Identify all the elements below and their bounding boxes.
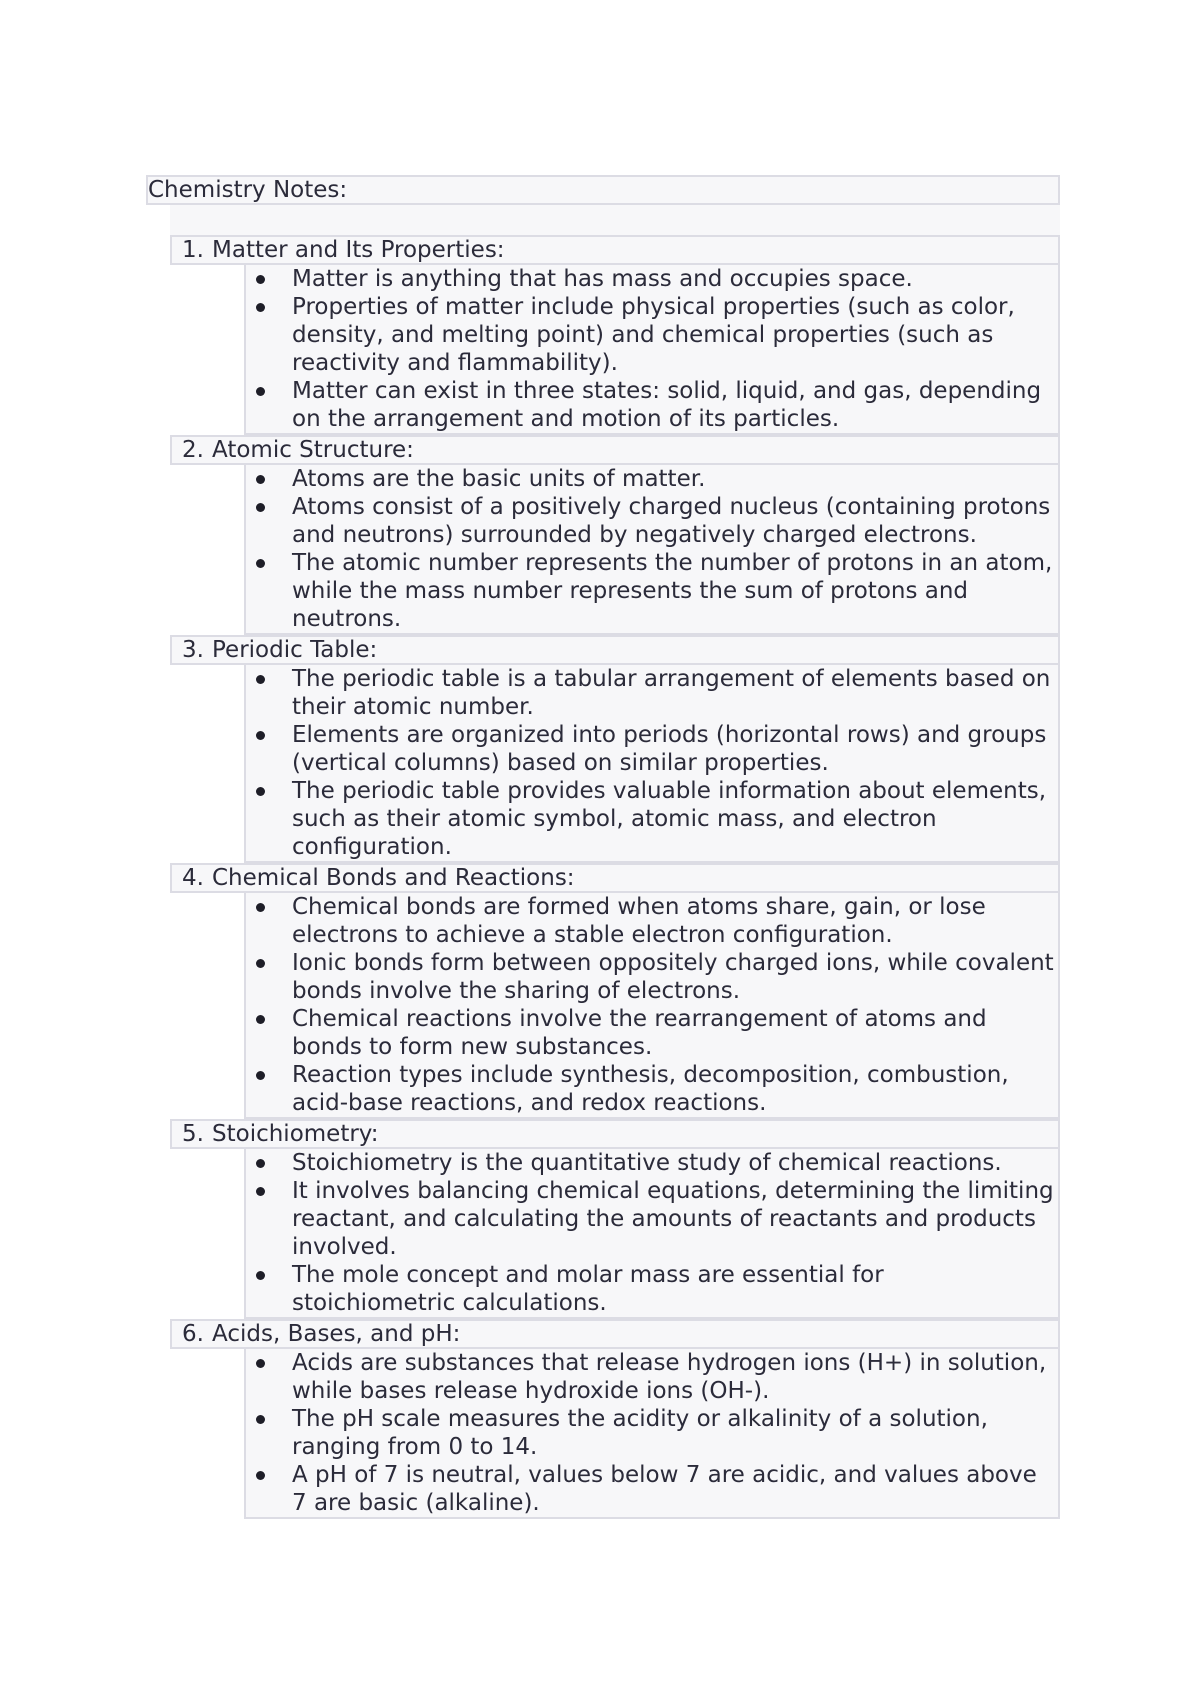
section-4 bbox=[170, 863, 1060, 1119]
document-title: Chemistry Notes: bbox=[146, 175, 1060, 205]
section-body bbox=[244, 1149, 1060, 1319]
bullet-item: Ionic bonds form between oppositely charged ions, while covalent bonds involve the sharing of electrons. bbox=[246, 949, 1058, 1005]
section-body bbox=[244, 893, 1060, 1119]
section-heading-text: Atomic Structure: bbox=[212, 437, 414, 463]
bullet-item: The mole concept and molar mass are essential for stoichiometric calculations. bbox=[246, 1261, 1058, 1317]
section-number: 3. bbox=[182, 637, 204, 663]
section-heading bbox=[170, 635, 1060, 665]
bullet-item: Matter can exist in three states: solid, liquid, and gas, depending on the arrangement and motion of its particles. bbox=[246, 377, 1058, 433]
bullet-item: The atomic number represents the number of protons in an atom, while the mass number represents the sum of protons and neutrons. bbox=[246, 549, 1058, 633]
section-number: 1. bbox=[182, 237, 204, 263]
bullet-item: Chemical reactions involve the rearrangement of atoms and bonds to form new substances. bbox=[246, 1005, 1058, 1061]
bullet-item: Matter is anything that has mass and occupies space. bbox=[246, 265, 1058, 293]
document-page bbox=[146, 175, 1060, 1519]
bullet-item: Elements are organized into periods (horizontal rows) and groups (vertical columns) based on similar properties. bbox=[246, 721, 1058, 777]
section-heading bbox=[170, 235, 1060, 265]
section-1 bbox=[170, 235, 1060, 435]
bullet-item: Atoms consist of a positively charged nucleus (containing protons and neutrons) surrounded by negatively charged electrons. bbox=[246, 493, 1058, 549]
section-body bbox=[244, 665, 1060, 863]
bullet-item: Stoichiometry is the quantitative study of chemical reactions. bbox=[246, 1149, 1058, 1177]
section-heading bbox=[170, 1119, 1060, 1149]
section-number: 4. bbox=[182, 865, 204, 891]
section-number: 2. bbox=[182, 437, 204, 463]
bullet-list bbox=[246, 1149, 1058, 1317]
bullet-item: Atoms are the basic units of matter. bbox=[246, 465, 1058, 493]
section-2 bbox=[170, 435, 1060, 635]
bullet-item: The periodic table is a tabular arrangement of elements based on their atomic number. bbox=[246, 665, 1058, 721]
bullet-item: Chemical bonds are formed when atoms share, gain, or lose electrons to achieve a stable electron configuration. bbox=[246, 893, 1058, 949]
bullet-item: It involves balancing chemical equations, determining the limiting reactant, and calculating the amounts of reactants and products involved. bbox=[246, 1177, 1058, 1261]
bullet-list bbox=[246, 893, 1058, 1117]
section-3 bbox=[170, 635, 1060, 863]
title-spacer bbox=[170, 205, 1060, 235]
bullet-item: A pH of 7 is neutral, values below 7 are acidic, and values above 7 are basic (alkaline). bbox=[246, 1461, 1058, 1517]
bullet-list bbox=[246, 465, 1058, 633]
bullet-list bbox=[246, 265, 1058, 433]
section-body bbox=[244, 1349, 1060, 1519]
section-5 bbox=[170, 1119, 1060, 1319]
section-number: 6. bbox=[182, 1321, 204, 1347]
bullet-list bbox=[246, 1349, 1058, 1517]
bullet-item: Acids are substances that release hydrogen ions (H+) in solution, while bases release hydroxide ions (OH-). bbox=[246, 1349, 1058, 1405]
section-number: 5. bbox=[182, 1121, 204, 1147]
section-list bbox=[146, 235, 1060, 1519]
section-6 bbox=[170, 1319, 1060, 1519]
section-heading-text: Periodic Table: bbox=[212, 637, 378, 663]
section-heading bbox=[170, 1319, 1060, 1349]
bullet-item: The periodic table provides valuable information about elements, such as their atomic symbol, atomic mass, and electron configuration. bbox=[246, 777, 1058, 861]
section-heading-text: Acids, Bases, and pH: bbox=[212, 1321, 461, 1347]
bullet-item: Properties of matter include physical properties (such as color, density, and melting point) and chemical properties (such as reactivity and flammability). bbox=[246, 293, 1058, 377]
bullet-list bbox=[246, 665, 1058, 861]
section-heading-text: Chemical Bonds and Reactions: bbox=[212, 865, 575, 891]
section-heading-text: Stoichiometry: bbox=[212, 1121, 379, 1147]
section-heading bbox=[170, 863, 1060, 893]
bullet-item: The pH scale measures the acidity or alkalinity of a solution, ranging from 0 to 14. bbox=[246, 1405, 1058, 1461]
bullet-item: Reaction types include synthesis, decomposition, combustion, acid-base reactions, and redox reactions. bbox=[246, 1061, 1058, 1117]
section-heading bbox=[170, 435, 1060, 465]
section-body bbox=[244, 465, 1060, 635]
section-heading-text: Matter and Its Properties: bbox=[212, 237, 505, 263]
section-body bbox=[244, 265, 1060, 435]
